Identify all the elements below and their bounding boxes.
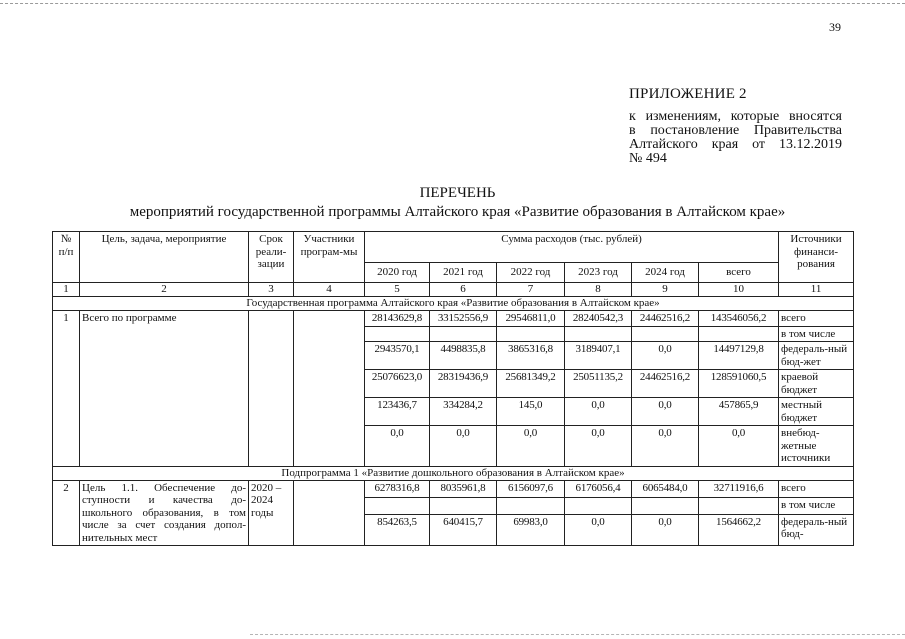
value-cell [497,497,565,514]
value-cell: 0,0 [565,398,632,426]
header-year: всего [699,262,779,282]
value-cell: 143546056,2 [699,311,779,327]
value-cell: 28143629,8 [365,311,430,327]
heading-subtitle: мероприятий государственной программы Алтайского края «Развитие образования в Алтайском крае» [129,204,786,220]
value-cell: 0,0 [497,426,565,467]
source-cell: федераль-ный бюд-жет [779,342,854,370]
value-cell [365,326,430,342]
value-cell: 2943570,1 [365,342,430,370]
value-cell: 1564662,2 [699,514,779,545]
value-cell: 334284,2 [430,398,497,426]
value-cell: 24462516,2 [632,370,699,398]
value-cell [497,326,565,342]
value-cell: 0,0 [632,342,699,370]
value-cell [632,497,699,514]
row-participants [294,311,365,467]
appendix-text [629,110,842,166]
heading-title: ПЕРЕЧЕНЬ [419,185,496,201]
header-num: № п/п [53,232,80,283]
value-cell [565,326,632,342]
value-cell: 4498835,8 [430,342,497,370]
scan-edge-bottom [250,634,905,635]
appendix-line: в постановление Правительства [629,123,842,138]
table-row [53,480,854,497]
scan-edge-top [0,3,905,4]
table-header-row [53,232,854,263]
row-term [249,311,294,467]
row-participants [294,480,365,546]
column-number: 7 [497,283,565,297]
program-banner: Государственная программа Алтайского края «Развитие образования в Алтайском крае» [53,297,854,311]
value-cell: 457865,9 [699,398,779,426]
value-cell: 8035961,8 [430,480,497,497]
header-year: 2024 год [632,262,699,282]
value-cell: 6176056,4 [565,480,632,497]
value-cell: 145,0 [497,398,565,426]
header-sum: Сумма расходов (тыс. рублей) [365,232,779,263]
program-banner-row [53,297,854,311]
column-number: 6 [430,283,497,297]
value-cell: 32711916,6 [699,480,779,497]
value-cell: 28240542,3 [565,311,632,327]
header-year: 2021 год [430,262,497,282]
row-goal: Всего по программе [80,311,249,467]
value-cell [565,497,632,514]
value-cell: 3189407,1 [565,342,632,370]
value-cell: 0,0 [632,398,699,426]
column-number: 11 [779,283,854,297]
column-number: 10 [699,283,779,297]
value-cell: 6156097,6 [497,480,565,497]
header-term: Срок реали-зации [249,232,294,283]
goal-line: Цель 1.1. Обеспечение до- [82,481,246,494]
value-cell: 0,0 [430,426,497,467]
row-number: 2 [53,480,80,546]
value-cell [365,497,430,514]
source-cell: местный бюджет [779,398,854,426]
goal-line: школьного образования, в том [82,506,246,519]
subprogram-banner-row [53,466,854,480]
source-cell: в том числе [779,326,854,342]
source-cell: внебюд-жетные источники [779,426,854,467]
value-cell: 0,0 [565,426,632,467]
value-cell: 6065484,0 [632,480,699,497]
appendix-line: № 494 [629,151,667,166]
appendix-line: Алтайского края от 13.12.2019 [629,137,842,152]
goal-line: ступности и качества до- [82,494,246,506]
value-cell: 0,0 [565,514,632,545]
value-cell [699,497,779,514]
document-heading [60,184,855,222]
source-cell: в том числе [779,497,854,514]
value-cell: 28319436,9 [430,370,497,398]
header-year: 2022 год [497,262,565,282]
measures-table [52,231,854,546]
value-cell: 25076623,0 [365,370,430,398]
column-number-row [53,283,854,297]
appendix-line: к изменениям, которые вносятся [629,109,842,124]
value-cell: 24462516,2 [632,311,699,327]
column-number: 4 [294,283,365,297]
value-cell: 25051135,2 [565,370,632,398]
source-cell: федераль-ный бюд- [779,514,854,545]
value-cell [430,497,497,514]
header-year: 2020 год [365,262,430,282]
column-number: 5 [365,283,430,297]
value-cell [699,326,779,342]
header-year: 2023 год [565,262,632,282]
value-cell: 69983,0 [497,514,565,545]
column-number: 9 [632,283,699,297]
header-goal: Цель, задача, мероприятие [80,232,249,283]
table-row [53,311,854,327]
source-cell: всего [779,311,854,327]
column-number: 8 [565,283,632,297]
goal-line: нительных мест [82,531,158,544]
page-number: 39 [829,20,841,34]
column-number: 1 [53,283,80,297]
row-number: 1 [53,311,80,467]
column-number: 3 [249,283,294,297]
value-cell: 0,0 [632,514,699,545]
value-cell [632,326,699,342]
value-cell [430,326,497,342]
source-cell: краевой бюджет [779,370,854,398]
value-cell: 6278316,8 [365,480,430,497]
value-cell: 640415,7 [430,514,497,545]
appendix-title: ПРИЛОЖЕНИЕ 2 [629,86,747,102]
row-goal [80,480,249,546]
value-cell: 25681349,2 [497,370,565,398]
value-cell: 123436,7 [365,398,430,426]
value-cell: 33152556,9 [430,311,497,327]
value-cell: 29546811,0 [497,311,565,327]
source-cell: всего [779,480,854,497]
value-cell: 0,0 [632,426,699,467]
value-cell: 0,0 [365,426,430,467]
header-sources: Источники финанси-рования [779,232,854,283]
column-number: 2 [80,283,249,297]
subprogram-banner: Подпрограмма 1 «Развитие дошкольного образования в Алтайском крае» [53,466,854,480]
value-cell: 854263,5 [365,514,430,545]
header-participants: Участники програм-мы [294,232,365,283]
value-cell: 3865316,8 [497,342,565,370]
value-cell: 0,0 [699,426,779,467]
goal-line: числе за счет создания допол- [82,519,246,531]
value-cell: 14497129,8 [699,342,779,370]
value-cell: 128591060,5 [699,370,779,398]
row-term: 2020 – 2024 годы [249,480,294,546]
